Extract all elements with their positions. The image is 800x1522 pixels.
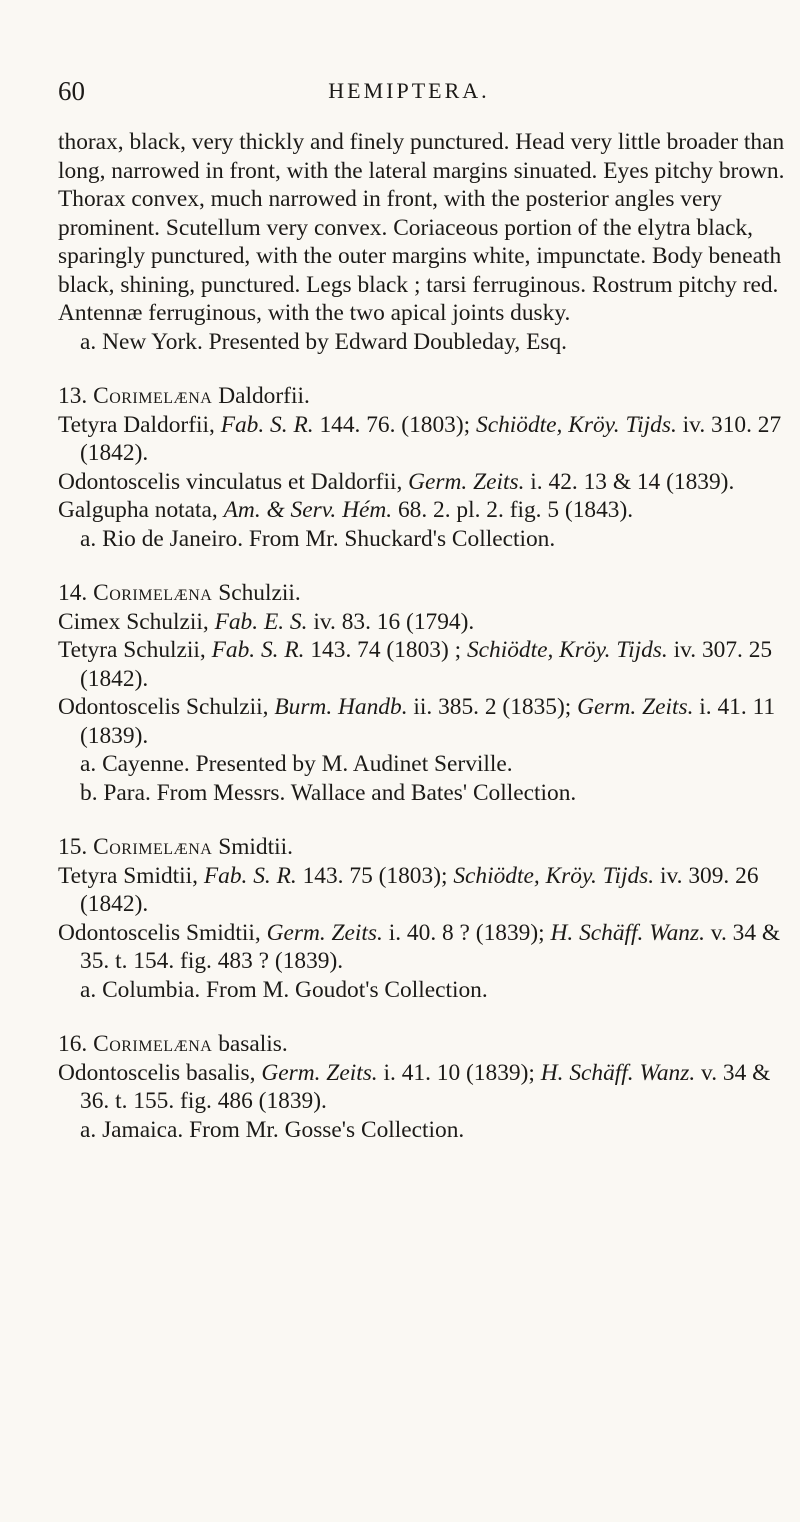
synonym-reference bbox=[58, 496, 786, 525]
synonym-name: Odontoscelis Smidtii, bbox=[58, 919, 267, 946]
citation-detail: i. 42. 13 & 14 (1839). bbox=[524, 468, 735, 495]
citation-detail: 143. 74 (1803) ; bbox=[304, 637, 462, 663]
synonym-name: Odontoscelis Schulzii, bbox=[58, 694, 275, 720]
citation-detail: v. 34 & 35. t. 154. fig. 483 ? (1839). bbox=[80, 919, 781, 974]
entry-spacer bbox=[58, 807, 786, 833]
species-number: 13. bbox=[58, 383, 94, 409]
entry-spacer bbox=[58, 553, 786, 579]
citation-source: Germ. Zeits. bbox=[408, 468, 525, 495]
citation-source: Fab. S. R. bbox=[220, 411, 314, 438]
synonym-reference bbox=[58, 1059, 786, 1116]
species-heading bbox=[58, 382, 786, 411]
citation-source: H. Schäff. Wanz. bbox=[534, 1059, 696, 1086]
citation-source: H. Schäff. Wanz. bbox=[544, 919, 705, 946]
page-number: 60 bbox=[58, 76, 85, 106]
species-number: 16. bbox=[58, 1031, 94, 1057]
citation-source: Fab. E. S. bbox=[214, 608, 308, 635]
citation-source: Burm. Handb. bbox=[274, 694, 408, 720]
citation-detail: i. 41. 11 (1839). bbox=[80, 694, 776, 749]
citation-source: Am. & Serv. Hém. bbox=[223, 497, 393, 523]
genus-name: Corimelæna bbox=[93, 383, 213, 409]
citation-source: Germ. Zeits. bbox=[266, 919, 383, 946]
specimen-line: a. New York. Presented by Edward Doubleday, Esq. bbox=[80, 328, 567, 355]
synonym-reference bbox=[58, 919, 786, 976]
specimen-line: a. Cayenne. Presented by M. Audinet Serville. bbox=[80, 751, 513, 777]
synonym-name: Cimex Schulzii, bbox=[58, 608, 215, 635]
description-paragraph: thorax, black, very thickly and finely punctured. Head very little broader than long, narrowed in front, with the lateral margins sinuated. Eyes pitchy brown. Thorax convex, much narrowed in front, with the posterior angles very prominent. Scutellum very convex. Coriaceous portion of the elytra black, sparingly punctured, with the outer margins white, impunctate. Body beneath black, shining, punctured. Legs black ; tarsi ferruginous. Rostrum pitchy red. Antennæ ferruginous, with the two apical joints dusky. bbox=[58, 129, 785, 326]
citation-source: Germ. Zeits. bbox=[571, 694, 694, 720]
page-body bbox=[58, 128, 786, 1144]
citation-source: Fab. S. R. bbox=[203, 862, 297, 889]
synonym-reference bbox=[58, 862, 786, 919]
citation-detail: iv. 307. 25 (1842). bbox=[80, 637, 773, 692]
species-number: 14. bbox=[58, 580, 94, 606]
synonym-reference bbox=[58, 411, 786, 468]
citation-detail: 68. 2. pl. 2. fig. 5 (1843). bbox=[392, 497, 634, 523]
entry-spacer bbox=[58, 1004, 786, 1030]
citation-detail: ii. 385. 2 (1835); bbox=[407, 694, 572, 720]
species-heading bbox=[58, 1030, 786, 1059]
running-title: HEMIPTERA. bbox=[328, 78, 490, 103]
citation-source: Germ. Zeits. bbox=[261, 1059, 378, 1086]
species-number: 15. bbox=[58, 834, 94, 860]
genus-name: Corimelæna bbox=[93, 580, 213, 606]
synonym-reference bbox=[58, 636, 786, 693]
species-name: Daldorfii. bbox=[212, 383, 310, 409]
specimen-line: a. Jamaica. From Mr. Gosse's Collection. bbox=[80, 1116, 465, 1143]
specimen-line: a. Columbia. From M. Goudot's Collection. bbox=[80, 976, 488, 1003]
synonym-reference bbox=[58, 468, 786, 497]
citation-detail: 143. 75 (1803); bbox=[296, 862, 448, 889]
citation-detail: iv. 83. 16 (1794). bbox=[307, 608, 475, 635]
synonym-reference bbox=[58, 608, 786, 637]
synonym-reference bbox=[58, 693, 786, 750]
citation-source: Schiödte, Kröy. Tijds. bbox=[447, 862, 655, 889]
citation-source: Schiödte, Kröy. Tijds. bbox=[470, 411, 677, 438]
citation-detail: v. 34 & 36. t. 155. fig. 486 (1839). bbox=[80, 1059, 771, 1114]
specimen-line: a. Rio de Janeiro. From Mr. Shuckard's Collection. bbox=[80, 525, 556, 552]
citation-detail: iv. 310. 27 (1842). bbox=[80, 411, 782, 466]
synonym-name: Tetyra Schulzii, bbox=[58, 637, 212, 663]
specimen-line: b. Para. From Messrs. Wallace and Bates' Collection. bbox=[80, 779, 577, 806]
genus-name: Corimelæna bbox=[93, 1031, 213, 1057]
genus-name: Corimelæna bbox=[93, 834, 213, 860]
citation-source: Fab. S. R. bbox=[211, 637, 305, 663]
entry-spacer bbox=[58, 356, 786, 382]
species-name: Schulzii. bbox=[212, 580, 301, 606]
citation-detail: i. 41. 10 (1839); bbox=[377, 1059, 535, 1086]
species-name: basalis. bbox=[212, 1031, 288, 1057]
synonym-name: Odontoscelis vinculatus et Daldorfii, bbox=[58, 468, 409, 495]
synonym-name: Odontoscelis basalis, bbox=[58, 1059, 262, 1086]
species-name: Smidtii. bbox=[212, 834, 293, 860]
page-header bbox=[58, 76, 760, 110]
synonym-name: Galgupha notata, bbox=[58, 497, 224, 523]
synonym-name: Tetyra Daldorfii, bbox=[58, 411, 221, 438]
citation-detail: i. 40. 8 ? (1839); bbox=[382, 919, 545, 946]
species-entries bbox=[58, 356, 786, 1144]
citation-detail: iv. 309. 26 (1842). bbox=[80, 862, 759, 917]
synonym-name: Tetyra Smidtii, bbox=[58, 862, 204, 889]
species-heading bbox=[58, 579, 786, 608]
citation-detail: 144. 76. (1803); bbox=[313, 411, 471, 438]
species-heading bbox=[58, 833, 786, 862]
citation-source: Schiödte, Kröy. Tijds. bbox=[461, 637, 668, 663]
